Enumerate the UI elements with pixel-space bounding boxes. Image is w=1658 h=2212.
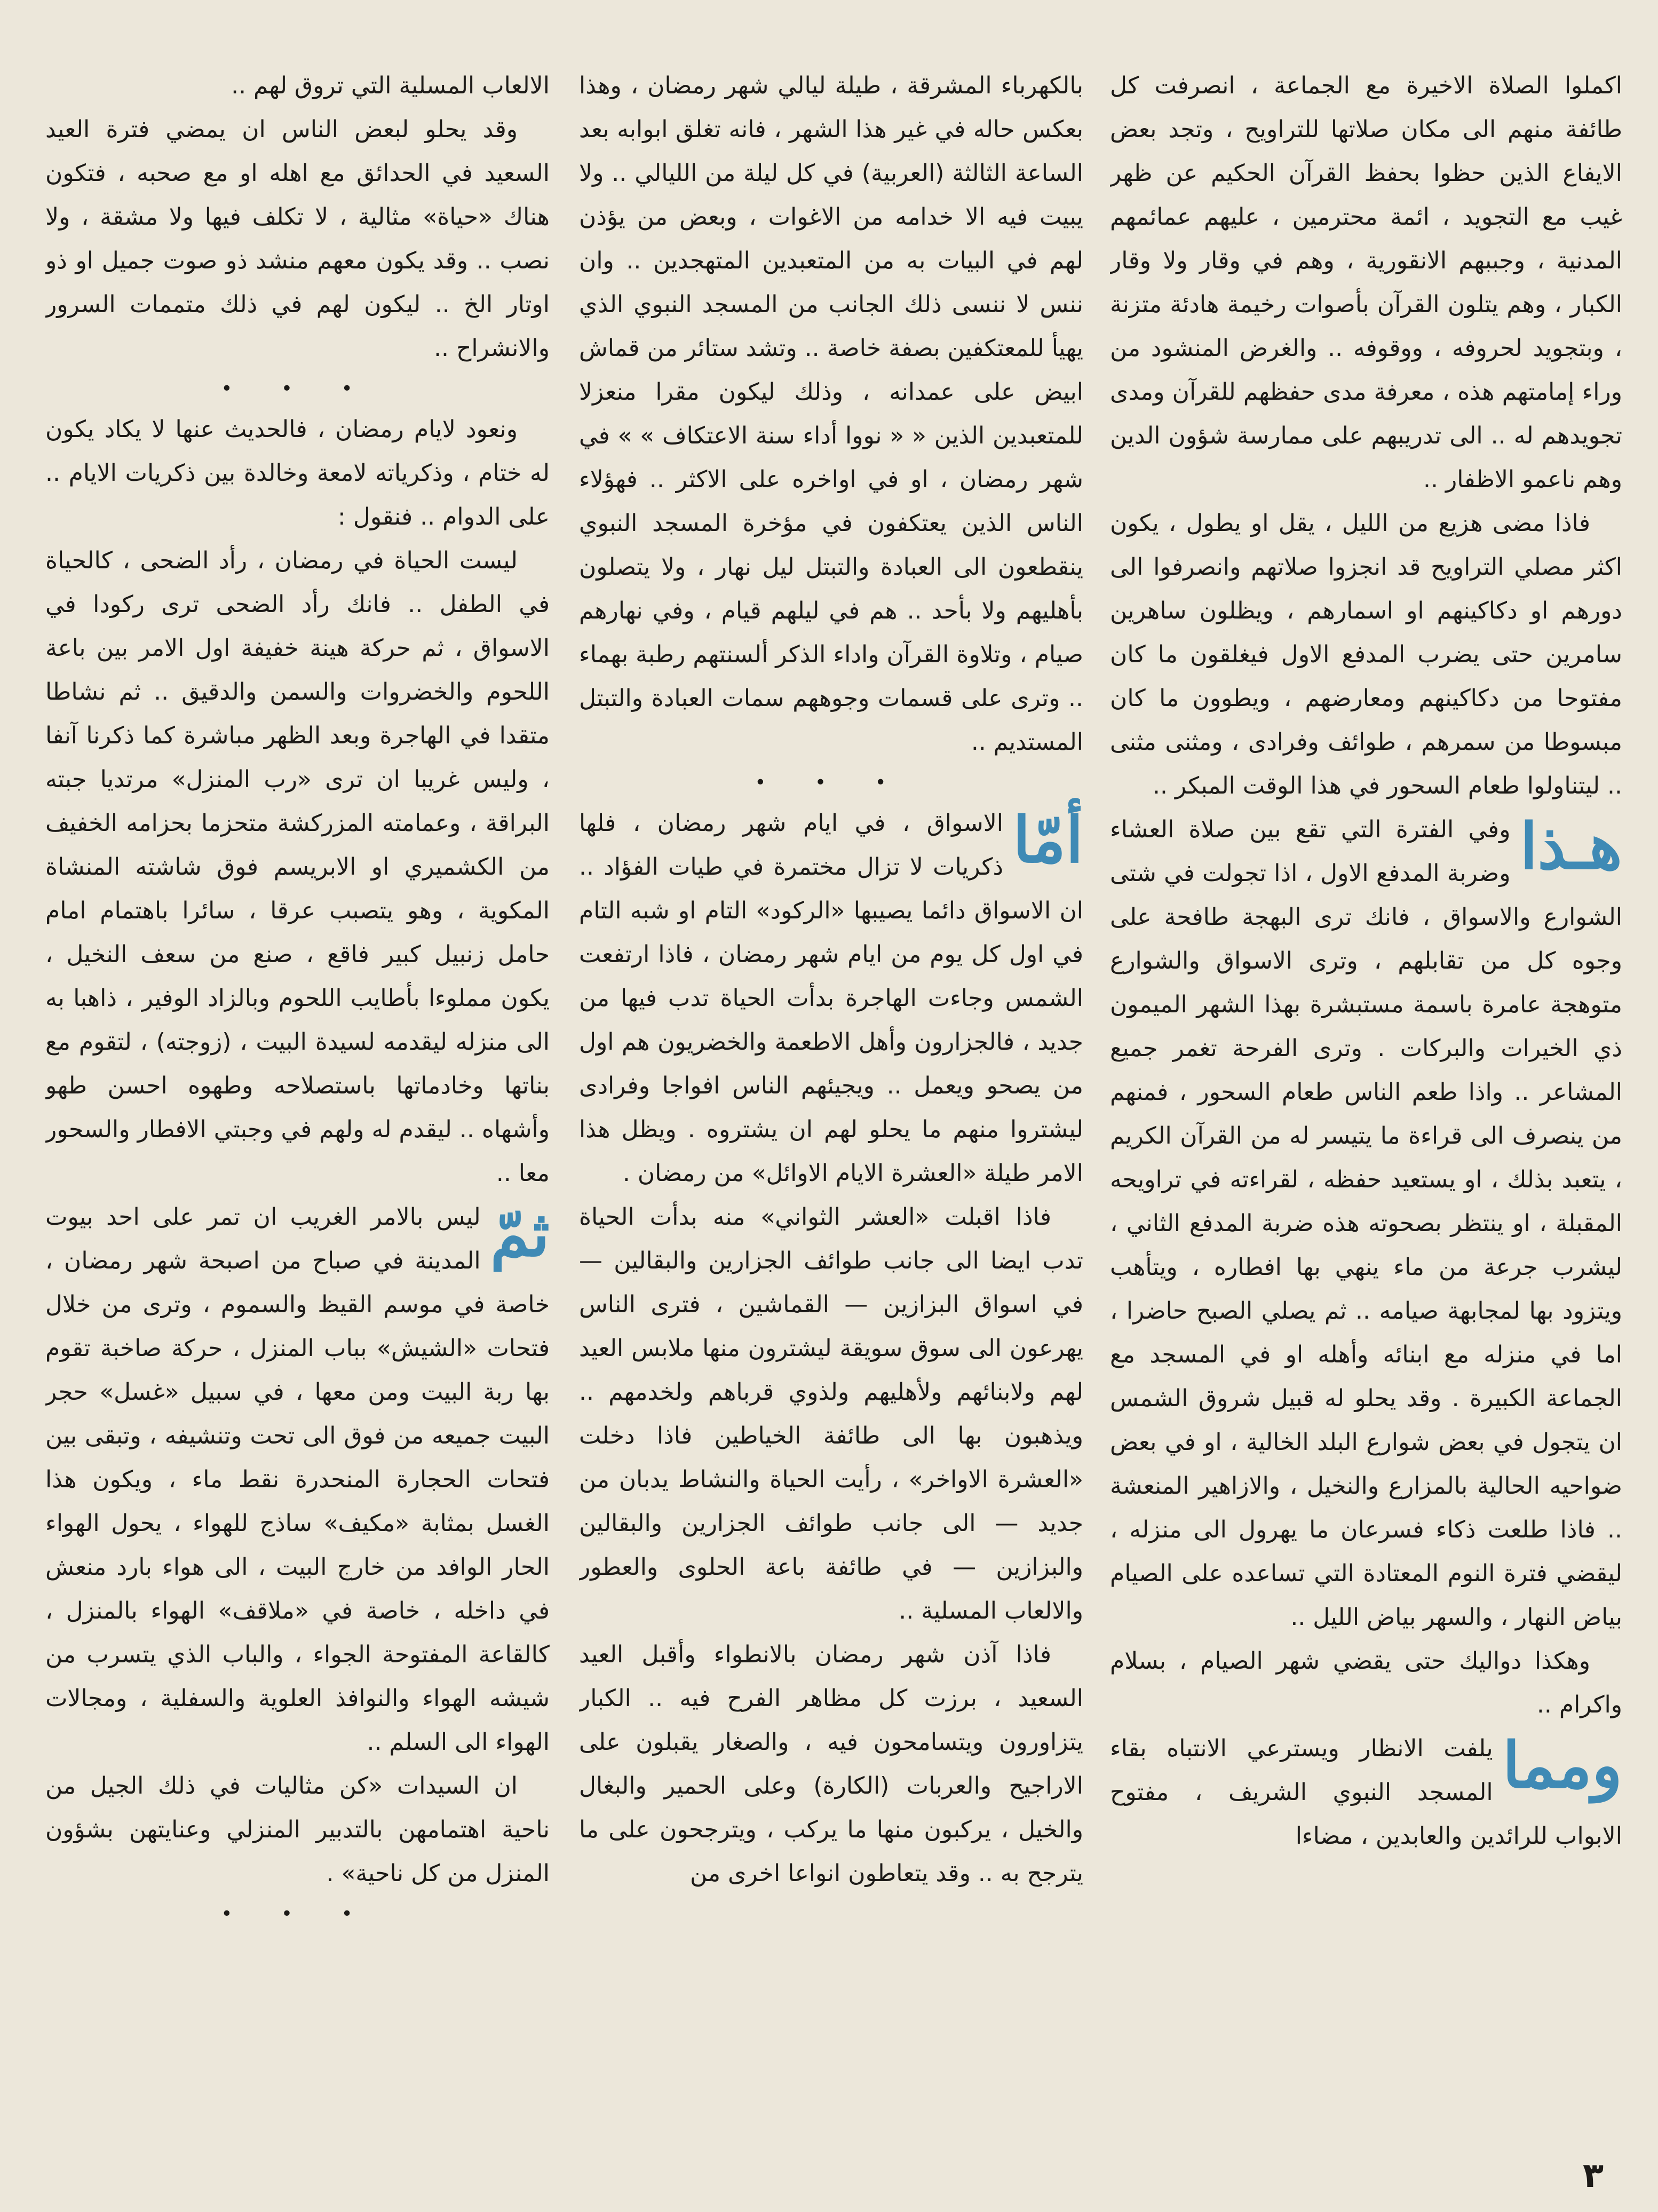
paragraph: بالكهرباء المشرقة ، طيلة ليالي شهر رمضان ، وهذا بعكس حاله في غير هذا الشهر ، فانه تغلق ابوابه بعد الساعة الثالثة (العربية) في كل ليلة من الليالي .. ولا يبيت فيه الا خدامه من الاغوات ، وبعض من يؤذن لهم في البيات به من المتعبدين المتهجدين .. وان ننس لا ننسى ذلك الجانب من المسجد النبوي الذي يهيأ للمعتكفين بصفة خاصة .. وتشد ستائر من قماش ابيض على عمدانه ، وذلك ليكون مقرا منعزلا للمتعبدين الذين « « نووا أداء سنة الاعتكاف » » في شهر رمضان ، او في اواخره على الاكثر .. فهؤلاء الناس الذين يعتكفون في مؤخرة المسجد النبوي ينقطعون الى العبادة والتبتل ليل نهار ، ولا يتصلون بأهليهم ولا بأحد .. هم في ليلهم قيام ، وفي نهارهم صيام ، وتلاوة القرآن واداء الذكر ألسنتهم رطبة بهماء .. وترى على قسمات وجوههم سمات العبادة والتبتل المستديم .. (579, 72, 1083, 756)
paragraph-text: وفي الفترة التي تقع بين صلاة العشاء وضربة المدفع الاول ، اذا تجولت في شتى الشوارع والاسواق ، فانك ترى البهجة طافحة على وجوه كل من تقابلهم ، وترى الاسواق والشوارع متوهجة عامرة باسمة مستبشرة بهذا الشهر الميمون ذي الخيرات والبركات . وترى الفرحة تغمر جميع المشاعر .. واذا طعم الناس طعام السحور ، فمنهم من ينصرف الى قراءة ما يتيسر له من القرآن الكريم ، يتعبد بذلك ، او يستعيد حفظه ، لقراءته في تراويحه المقبلة ، او ينتظر بصحوته هذه ضربة المدفع الثاني ، ليشرب جرعة من ماء ينهي بها افطاره ، ويتأهب ويتزود بها لمجابهة صيامه .. ثم يصلي الصبح حاضرا ، اما في منزله مع ابنائه وأهله او في المسجد مع الجماعة الكبيرة . وقد يحلو له قبيل شروق الشمس ان يتجول في بعض شوارع البلد الخالية ، او في بعض ضواحيه الحالية بالمزارع والنخيل ، والازاهير المنعشة .. فاذا طلعت ذكاء فسرعان ما يهرول الى منزله ، ليقضي فترة النوم المعتادة التي تساعده على الصيام بياض النهار ، والسهر بياض الليل .. (1110, 816, 1622, 1631)
section-separator: • • • (221, 378, 374, 400)
section-separator: • • • (221, 1903, 374, 1925)
dropcap: ثمّ (490, 1196, 550, 1271)
dropcap: هـذا (1520, 809, 1622, 883)
paragraph: الالعاب المسلية التي تروق لهم .. (231, 72, 550, 99)
paragraph: فاذا مضى هزيع من الليل ، يقل او يطول ، يكون اكثر مصلي التراويح قد انجزوا صلاتهم وانصرفوا الى دورهم او دكاكينهم او اسمارهم ، ويظلون ساهرين سامرين حتى يضرب المدفع الاول فيغلقون ما كان مفتوحا من دكاكينهم ومعارضهم ، ويطوون ما كان مبسوطا من سمرهم ، طوائف وفرادى ، ومثنى مثنى .. ليتناولوا طعام السحور في هذا الوقت المبكر .. (1110, 510, 1622, 799)
paragraph-with-dropcap (579, 802, 1083, 1195)
paragraph-with-dropcap (1110, 1727, 1622, 1858)
paragraph: ليست الحياة في رمضان ، رأد الضحى ، كالحياة في الطفل .. فانك رأد الضحى ترى ركودا في الاسواق ، ثم حركة هينة خفيفة اول الامر بين باعة اللحوم والخضروات والسمن والدقيق .. ثم نشاطا متقدا في الهاجرة وبعد الظهر مباشرة كما ذكرنا آنفا ، وليس غريبا ان ترى «رب المنزل» مرتديا جبته البراقة ، وعمامته المزركشة متحزما بحزامه الخفيف من الكشميري او الابريسم فوق شاشته المنشاة المكوية ، وهو يتصبب عرقا ، سائرا باهتمام امام حامل زنبيل كبير فاقع ، صنع من سعف النخيل ، يكون مملوءا بأطايب اللحوم وبالزاد الوفير ، ذاهبا به الى منزله ليقدمه لسيدة البيت ، (زوجته) ، لتقوم مع بناتها وخادماتها باستصلاحه وطهوه احسن طهو وأشهاه .. ليقدم له ولهم في وجبتي الافطار والسحور معا .. (45, 547, 550, 1187)
paragraph: وهكذا دواليك حتى يقضي شهر الصيام ، بسلام واكرام .. (1110, 1647, 1622, 1718)
column-left (45, 64, 550, 2135)
paragraph: فاذا اقبلت «العشر الثواني» منه بدأت الحياة تدب ايضا الى جانب طوائف الجزارين والبقالين — في اسواق البزازين — القماشين ، فترى الناس يهرعون الى سوق سويقة ليشترون منها ملابس العيد لهم ولابنائهم ولأهليهم ولذوي قرباهم ولخدمهم .. ويذهبون بها الى طائفة الخياطين فاذا دخلت «العشرة الاواخر» ، رأيت الحياة والنشاط يدبان من جديد — الى جانب طوائف الجزارين والبقالين والبزازين — في طائفة باعة الحلوى والعطور والالعاب المسلية .. (579, 1203, 1083, 1624)
paragraph: وقد يحلو لبعض الناس ان يمضي فترة العيد السعيد في الحدائق مع اهله او مع صحبه ، فتكون هناك «حياة» مثالية ، لا تكلف فيها ولا مشقة ، ولا نصب .. وقد يكون معهم منشد ذو صوت جميل او ذو اوتار الخ .. ليكون لهم في ذلك متممات السرور والانشراح .. (45, 116, 550, 362)
section-separator: • • • (755, 772, 908, 794)
paragraph-text: ليس بالامر الغريب ان تمر على احد بيوت المدينة في صباح من اصبحة شهر رمضان ، خاصة في موسم القيظ والسموم ، وترى من خلال فتحات «الشيش» بباب المنزل ، حركة صاخبة تقوم بها ربة البيت ومن معها ، في سبيل «غسل» حجر البيت جميعه من فوق الى تحت وتنشيفه ، وتبقى بين فتحات الحجارة المنحدرة نقط ماء ، ويكون هذا الغسل بمثابة «مكيف» ساذج للهواء ، يحول الهواء الحار الوافد من خارج البيت ، الى هواء بارد منعش في داخله ، خاصة في «ملاقف» الهواء بالمنزل ، كالقاعة المفتوحة الجواء ، والباب الذي يتسرب من شيشه الهواء والنوافذ العلوية والسفلية ، ومجالات الهواء الى السلم .. (45, 1203, 550, 1756)
paragraph: ان السيدات «كن مثاليات في ذلك الجيل من ناحية اهتمامهن بالتدبير المنزلي وعنايتهن بشؤون المنزل من كل ناحية» . (45, 1772, 550, 1887)
paragraph: فاذا آذن شهر رمضان بالانطواء وأقبل العيد السعيد ، برزت كل مظاهر الفرح فيه .. الكبار يتزاورون ويتسامحون فيه ، والصغار يقبلون على الاراجيح والعربات (الكارة) وعلى الحمير والبغال والخيل ، يركبون منها ما يركب ، ويترجحون على ما يترجح به .. وقد يتعاطون انواعا اخرى من (579, 1641, 1083, 1887)
column-right (1110, 64, 1622, 2135)
dropcap: أمّا (1013, 803, 1083, 877)
paragraph: ونعود لايام رمضان ، فالحديث عنها لا يكاد يكون له ختام ، وذكرياته لامعة وخالدة بين ذكريات الايام .. على الدوام .. فنقول : (45, 416, 550, 530)
paragraph-text: الاسواق ، في ايام شهر رمضان ، فلها ذكريات لا تزال مختمرة في طيات الفؤاد .. ان الاسواق دائما يصيبها «الركود» التام او شبه التام في اول كل يوم من ايام شهر رمضان ، فاذا ارتفعت الشمس وجاءت الهاجرة بدأت الحياة تدب فيها من جديد ، فالجزارون وأهل الاطعمة والخضريون هم اول من يصحو ويعمل .. ويجيئهم الناس افواجا وفرادى ليشتروا منهم ما يحلو لهم ان يشتروه . ويظل هذا الامر طيلة «العشرة الايام الاوائل» من رمضان . (579, 810, 1083, 1187)
paragraph-text: يلفت الانظار ويسترعي الانتباه بقاء المسجد النبوي الشريف ، مفتوح الابواب للرائدين والعابدين ، مضاءا (1110, 1735, 1622, 1850)
dropcap: ومما (1502, 1728, 1622, 1802)
paragraph: اكملوا الصلاة الاخيرة مع الجماعة ، انصرفت كل طائفة منهم الى مكان صلاتها للتراويح ، وتجد بعض الايفاع الذين حظوا بحفظ القرآن الحكيم عن ظهر غيب مع التجويد ، ائمة محترمين ، عليهم عمائمهم المدنية ، وجببهم الانقورية ، وهم في وقار ولا وقار الكبار ، وهم يتلون القرآن بأصوات رخيمة هادئة متزنة ، وبتجويد لحروفه ، ووقوفه .. والغرض المنشود من وراء إمامتهم هذه ، معرفة مدى حفظهم للقرآن ومدى تجويدهم له .. الى تدريبهم على ممارسة شؤون الدين وهم ناعمو الاظفار .. (1110, 72, 1622, 493)
column-middle (579, 64, 1083, 2135)
paragraph-with-dropcap (1110, 808, 1622, 1639)
page-number: ٣ (1582, 2156, 1604, 2195)
paragraph-with-dropcap (45, 1195, 550, 1764)
